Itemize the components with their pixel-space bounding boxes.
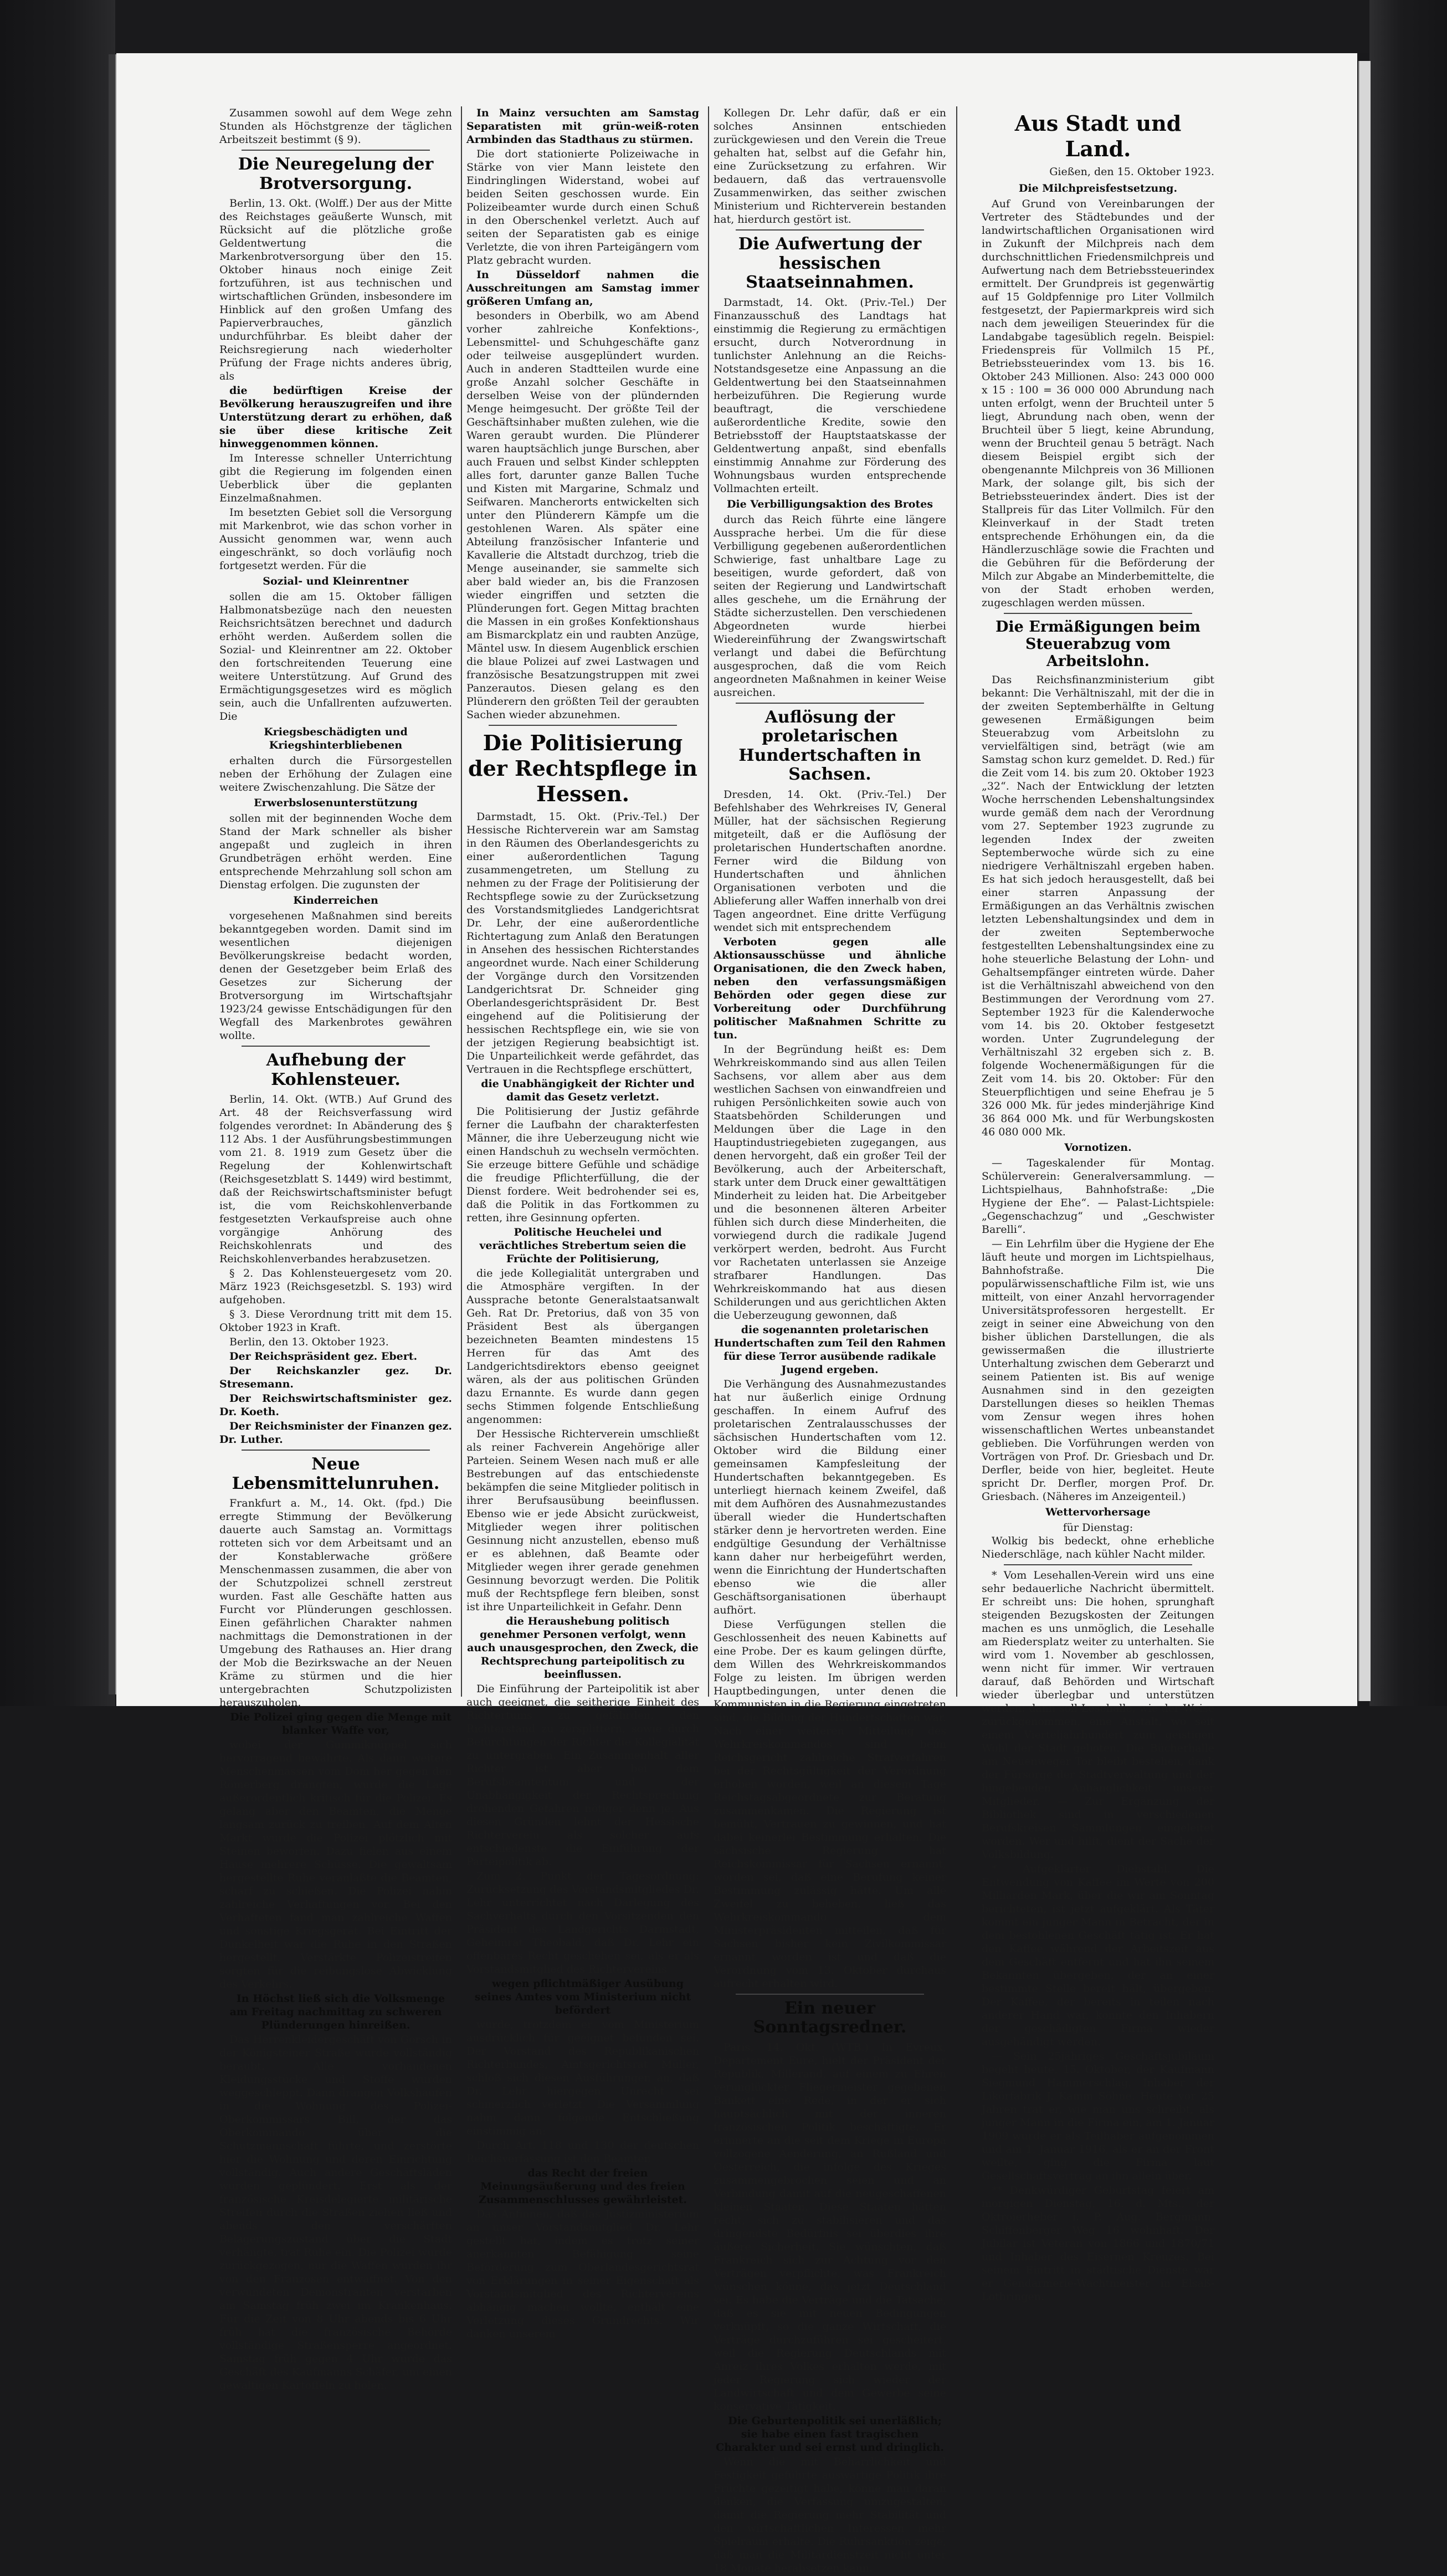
book-cover-edge-right	[1358, 61, 1371, 1701]
dateline: Gießen, den 15. Oktober 1923.	[1049, 166, 1214, 178]
article-bold-text: das Recht der freien Meinungsäußerung und des freien Zusammenschlusses gewährleistet.	[478, 2167, 687, 2206]
column-3	[714, 106, 946, 2576]
column-1	[219, 106, 452, 2393]
article-paragraph: Das Herrenkleidergeschäft von Gorsch in der Königsteiner Straße wurde vollständig beraubt. Alle vorhandenen Kleidungsstücke und Stoffe wurden weggeschleppt. Dann drangen Volkshaufen in die Wohnung des Polizei-Oberkommissars Bill, der das Oberkommando über die Schutzmannschaft führte, und zerstörte hier die Wohnung und deren Einrichtung vollständig. Auch andere Geschäftsläden wurden geplündert. Erst als der französische Kreisdelegierte militärische Streifen durch die Straßen ziehen ließ und abends den verschärften Belagerungszustand über die Stadt verhängte, trat Ruhe ein. Die Polizei wurde zurückgezogen, nur die Waffen wurden ihr von den Franzosen entwaffnet. Von den verwundeten Demonstranten verstarben am Samstag früh zwei im Krankenhaus. Für die Zeit von 8 Uhr abends bis 6 Uhr früh hat die französische Behörde vollständige Straßensperre angeordnet. Samstag früh gegen 4 Uhr wurde das Geschäft des Kaufmanns Schäfer, um einen gewaltigen Kartoffeln zu holen.	[219, 2034, 452, 2391]
signature-line: Der Reichskanzler gez. Dr. Stresemann.	[219, 1365, 452, 1390]
divider	[489, 725, 677, 726]
column-2	[466, 106, 699, 2342]
signature-line: Der Reichspräsident gez. Ebert.	[229, 1350, 418, 1363]
article-bold-text: In Mainz versuchten am Samstag Separatisten mit grün-weiß-roten Armbinden das Stadthaus zu stürmen.	[466, 107, 699, 146]
article-bold-text: In Düsseldorf nahmen die Ausschreitungen am Samstag immer größeren Umfang an,	[466, 269, 699, 308]
book-binding-left	[0, 0, 115, 1706]
book-cover-edge-left	[109, 54, 116, 1694]
article-paragraph: Die dort stationierte Polizeiwache in Stärke von vier Mann leistete den Eindringlingen Widerstand, wobei auf beiden Seiten geschossen wurde. Ein Polizeibeamter wurde durch einen Schuß in den Oberschenkel verletzt. Auch auf seiten der Separatisten gab es einige Verletzte, die von ihren Parteigängern vom Platz gebracht wurden.	[466, 148, 699, 267]
notice-paragraph: — Sein 25jähriges Geschäftsjubiläum begeht heute, 15. Oktober, der Kaufmann Siegmund Hammerschlag, Inhaber der Likörfabrik J. Kamm Söhne. Heute vor 25 Jahren trat er, wie man uns schreibt, als junger Mann in die Firma ein, am 1. Januar 1909 wurde er als Teilhaber aufgenommen und am 1. Januar 1916, als er an der Front weilte, ging die Firma laut Gesellschaftsvertrag an ihn allein über.	[982, 2050, 1214, 2183]
headline-sonntagsredner: Ein neuer Sonntagsredner.	[753, 1998, 907, 2037]
article-paragraph: Kollegen Dr. Lehr dafür, daß er ein solches Ansinnen entschieden zurückgewiesen und den Verein die Treue gehalten hat, selbst auf die Gefahr hin, eine Zurücksetzung zu erfahren. Wir bedauern, daß das vertrauensvolle Zusammenwirken, das seither zwischen Ministerium und Richterverein bestanden hat, hierdurch gestört ist.	[714, 107, 946, 226]
headline-staatseinnahmen: Die Aufwertung der hessischen Staatseinnahmen.	[738, 234, 922, 292]
headline-lebensmittelunruhen: Neue Lebensmittelunruhen.	[232, 1455, 440, 1493]
article-paragraph: Im besetzten Gebiet soll die Versorgung mit Markenbrot, wie das schon vorher in Aussicht genommen war, wenn auch eingeschränkt, so doch vorläufig noch fortgesetzt werden. Für die	[219, 506, 452, 572]
signature-line: Berlin, den 13. Oktober 1923.	[229, 1336, 389, 1348]
weather-text: Wolkig bis bedeckt, ohne erhebliche Niederschläge, nach kühler Nacht milder.	[982, 1535, 1214, 1561]
intro-text: Zusammen sowohl auf dem Wege zehn Stunden als Höchstgrenze der täglichen Arbeitszeit bestimmt (§ 9).	[219, 107, 452, 146]
subheading-vornotizen: Vornotizen.	[1064, 1141, 1132, 1154]
article-paragraph: Darmstadt, 14. Okt. (Priv.-Tel.) Der Finanzausschuß des Landtags hat einstimmig die Regierung zu ermächtigen ersucht, durch Notverordnung in tunlichster Anlehnung an die Reichs-Notstandsgesetze eine Anpassung an die Geldentwertung bei den Staatseinnahmen herbeizuführen. Die Regierung wurde beauftragt, die verschiedene außerordentliche Kredite, sowie den Betriebsstoff der Hauptstaatskasse der Geldentwertung anpaßt, sind ebenfalls einstimmig Annahme zur Förderung des Wohnungsbaus wurden entsprechende Vollmachten erteilt.	[714, 296, 946, 495]
article-paragraph: Dresden, 14. Okt. (Priv.-Tel.) Der Befehlshaber des Wehrkreises IV, General Müller, hat der sächsischen Regierung mitgeteilt, daß er die Auflösung der proletarischen Hundertschaften anordne. Ferner wird die Bildung von Hundertschaften und ähnlichen Organisationen verboten und die Ablieferung aller Waffen innerhalb von drei Tagen angeordnet. Eine dritte Verfügung wendet sich mit entsprechendem	[714, 788, 946, 934]
article-paragraph: Im Interesse schneller Unterrichtung gibt die Regierung im folgenden einen Ueberblick über die geplanten Einzelmaßnahmen.	[219, 452, 452, 504]
article-paragraph: Auf Grund von Vereinbarungen der Vertreter des Städtebundes und der landwirtschaftlichen Organisationen wird in Zukunft der Milchpreis nach dem durchschnittlichen Friedensmilchpreis und Aufwertung nach dem Betriebssteuerindex ermittelt. Der Grundpreis ist gegenwärtig auf 15 Goldpfennige pro Liter Vollmilch festgesetzt, der Papiermarkpreis wird sich nach dem jeweiligen Steuerindex für die Landabgabe tagesüblich regeln. Beispiel: Friedenspreis für Vollmilch 15 Pf., Betriebssteuerindex vom 13. bis 16. Oktober 243 Millionen. Also: 243 000 000 x 15 : 100 = 36 000 000 Abrundung nach unten erfolgt, wenn der Bruchteil unter 5 liegt, Abrundung nach oben, wenn der Bruchteil über 5 liegt, keine Abrundung, wenn der Bruchteil genau 5 beträgt. Nach diesem Beispiel ergibt sich der obengenannte Milchpreis von 36 Millionen Mark, der solange gilt, bis sich der Betriebssteuerindex ändert. Dies ist der Stallpreis für das Liter Vollmilch. Für den Kleinverkauf in der Stadt treten entsprechende Erhöhungen ein, da die Händlerzuschläge sowie die Frachten und die Gebühren für die Beförderung der Milch zur Abgabe an Minderbemittelte, die von der Stadt erhoben werden, zugeschlagen werden müssen.	[982, 198, 1214, 609]
article-paragraph: § 3. Diese Verordnung tritt mit dem 15. Oktober 1923 in Kraft.	[219, 1308, 452, 1334]
scan-top-border	[0, 0, 1447, 53]
subheading-kinderreiche: Kinderreichen	[293, 894, 378, 907]
headline-politisierung: Die Politisierung der Rechtspflege in Hessen.	[468, 730, 697, 806]
notice-paragraph: — Tageskalender für Montag. Schülerverein: Generalversammlung. — Lichtspielhaus, Bahnhofstraße: „Die Hygiene der Ehe“. — Palast-Lichtspiele: „Gegenschachzug“ und „Geschwister Barelli“.	[982, 1157, 1214, 1236]
divider	[736, 229, 924, 231]
notice-paragraph: * Vom Lesehallen-Verein wird uns eine sehr bedauerliche Nachricht übermittelt. Er schreibt uns: Die hohen, sprunghaft steigenden Bezugskosten der Zeitungen machen es uns unmöglich, die Lesehalle am Riedersplatz weiter zu unterhalten. Sie wird vom 1. November ab geschlossen, wenn nicht für immer. Wir vertrauen darauf, daß Behörden und Wirtschaft wieder überlegbar und unterstützen werden: dann soll Lesehalle, wie der Weise zurückgenommen, eine Anstalt, wo seit einem Vierteljahrhundert zum geistigen Wohl der Stadt geboten. Die Bücherhalle am Neuenweger Tor bleibt bestehen, dank der Fürsorge der Stadtverwaltung und der hingebenden Anhänglichkeit unserer Mitglieder. — Zur Ergänzung der Bibliothek sind in verschiedenen Berufskreisen Sammlungen eingeleitet worden. Wer und hilft, dient der Sache der Volksbildung.	[982, 1569, 1214, 1861]
headline-steuerabzug: Die Ermäßigungen beim Steuerabzug vom Arbeitslohn.	[996, 618, 1200, 670]
article-paragraph: erhalten durch die Fürsorgestellen neben der Erhöhung der Zulagen eine weitere Zwischenzahlung. Die Sätze der	[219, 755, 452, 793]
notice-paragraph: * Aufgeklärter Diebstahl. Die Entwendung von Kaffee im Werte von 200 Milliarden Mark, über die wir am Sonntag berichteten, ist jetzt aufgeklärt. Als Täter kommt ein junger Mann in Betracht, der in dem bestohlenen Geschäft tätig ist. Er hat den Kaffee während der Arbeitszeit aus dem Geschäft entfernt und hat ihn seinem Bekannten übergeben, der an einer bestimmte Stelle bereit hält, übergeben. Der Kaffee, der bereits in teilen nach anderer Hand war, konnte den Inhabern der geschädigten Firma wieder ausgehändigt werden.	[982, 1863, 1214, 2048]
headline-brotversorgung: Die Neuregelung der Brotversorgung.	[238, 155, 434, 193]
article-paragraph: besonders in Oberbilk, wo am Abend vorher zahlreiche Konfektions-, Lebensmittel- und Schuhgeschäfte ganz oder teilweise ausgeplündert wurden. Auch in anderen Stadtteilen wurde eine große Anzahl solcher Geschäfte in derselben Weise von der plündernden Menge heimgesucht. Der größte Teil der Geschäftsinhaber mußten zulehen, wie die Waren geraubt wurden. Die Plünderer waren hauptsächlich junge Burschen, aber auch Frauen und selbst Kinder schleppten alles fort, darunter ganze Ballen Tuche und Kisten mit Margarine, Schmalz und Seifwaren. Mancherorts entwickelten sich unter den Plünderern Kämpfe um die gestohlenen Waren. Als später eine Abteilung französischer Infanterie und Kavallerie die Altstadt durchzog, trieb die Menge auseinander, sie sammelte sich aber bald wieder an, bis die Franzosen wieder eingriffen und setzten die Plünderungen fort. Gegen Mittag brachten die Massen in ein großes Konfektionshaus am Bismarckplatz ein und raubten Anzüge, Mäntel usw. In diesem Augenblick erschien die blaue Polizei auf zwei Lastwagen und französische Besatzungstruppen mit zwei Panzerautos. Diesen gelang es den Plünderern den größten Teil der geraubten Sachen wieder abzunehmen.	[466, 310, 699, 721]
article-bold-text: Die Geburtenpolitik sei unerläßlich; sie habe einen fast tragischen Charakter und sei ernst und dringlich.	[716, 2414, 944, 2454]
article-paragraph: In der Begründung heißt es: Dem Wehrkreiskommando sind aus allen Teilen Sachsens, vor allem aber aus dem westlichen Sachsen von einwandfreien und ruhigen Persönlichkeiten sowie auch von Staatsbehörden Schilderungen und Meldungen über die Lage in den Hauptindustriegebieten zugegangen, aus denen hervorgeht, daß ein großer Teil der Bevölkerung, auch der Arbeiterschaft, stark unter dem Druck einer gewalttätigen Minderheit zu leiden hat. Die Arbeitgeber und die besonnenen älteren Arbeiter fühlen sich durch diese Minderheiten, die vorwiegend durch die radikale Jugend verkörpert werden, bedroht. Aus Furcht vor Rachetaten unterlassen sie Anzeige strafbarer Handlungen. Das Wehrkreiskommando hat aus diesen Schilderungen und aus gerichtlichen Akten die Ueberzeugung gewonnen, daß	[714, 1043, 946, 1322]
column-rule	[461, 106, 462, 1697]
subheading-milchpreis: Die Milchpreisfestsetzung.	[1018, 182, 1178, 194]
divider	[242, 1450, 430, 1451]
article-bold-text: Die Polizei ging gegen die Menge mit blanker Waffe vor,	[230, 1711, 451, 1737]
article-paragraph: wurde, trotzdem er vom Ministerium ausdrücklich für geeignet befunden sei. Der Vorstand des Republikanischen Richterbundes, Amtsgerichtsrat Müller, schloß sich diesen Ausführungen an, daß Dr. Lehr hiergegen Unrecht sei schmerzlich verletzt. Die Versammlung nahm dann folgende Entschließung einstimmig an:	[466, 2019, 699, 2137]
headline-hundertschaften: Auflösung der proletarischen Hundertschaften in Sachsen.	[738, 707, 921, 784]
article-paragraph: Berlin, 13. Okt. (Wolff.) Der aus der Mitte des Reichstages geäußerte Wunsch, mit Rücksicht auf die plötzliche große Geldentwertung die Markenbrotversorgung über den 15. Oktober hinaus noch einige Zeit fortzuführen, ist aus technischen und wirtschaftlichen Gründen, insbesondere im Hinblick auf den großen Umfang des Papierverbrauches, gänzlich undurchführbar. Es bleibt daher der Reichsregierung nach wiederholter Prüfung der Frage nichts anderes übrig, als	[219, 197, 452, 382]
weather-day: für Dienstag:	[1063, 1522, 1133, 1534]
divider	[1004, 1564, 1192, 1565]
article-paragraph: Frankfurt a. M., 14. Okt. (fpd.) Die erregte Stimmung der Bevölkerung dauerte auch Samstag an. Vormittags rotteten sich vor dem Arbeitsamt und an der Konstablerwache größere Menschenmassen zusammen, die aber von der Schutzpolizei schnell zerstreut wurden. Fast alle Geschäfte hatten aus Furcht vor Plünderungen geschlossen. Einen gefährlichen Charakter nahmen nachmittags die Demonstrationen in der Umgebung des Rathauses an. Hier drang der Mob die Bezirkswache an der Neuen Kräme zu stürmen und die hier untergebrachten Schutzpolizisten herauszuholen.	[219, 1497, 452, 1709]
article-paragraph: Wenn die mit Beharrlichkeit und Festigkeit geführte auswärtige Politik ihre Früchte gezeitigt habe, könne man daran denken, die Verfassung umzugestalten, damit die Regierung mehr Stabilität und den wirtschaftlichen Interessen mehr Spielraum erhalte. Die Ruhrsanktion zeige, daß man die Militärdienstzeit nicht unter 18 Monate herabsetzen kann.	[714, 2455, 946, 2574]
article-bold-text: In Höchst ließ sich die Volksmenge am Freitag nachmittag zu schweren Plünderungen hinreißen.	[229, 1993, 445, 2031]
article-paragraph: Durch Art. 118 und 130 der deutschen Reichsverfassung ist den Beamten	[466, 2139, 699, 2165]
scan-right-border	[1369, 0, 1447, 1706]
article-paragraph: Die Verhängung des Ausnahmezustandes hat nur äußerlich einige Ordnung geschaffen. In einem Aufruf des proletarischen Zentralausschusses der sächsischen Hundertschaften vom 12. Oktober wird die Bildung einer gemeinsamen Kampfesleitung der Hundertschaften bekanntgegeben. Es unterliegt hiernach keinem Zweifel, daß mit dem Aufhören des Ausnahmezustandes überall wieder die Hundertschaften stärker denn je hervortreten werden. Eine endgültige Gesundung der Verhältnisse kann daher nur herbeigeführt werden, wenn die Einrichtung der Hundertschaften ebenso wie die aller Geschäftsorganisationen überhaupt aufhört.	[714, 1377, 946, 1616]
subheading-sozialrentner: Sozial- und Kleinrentner	[263, 575, 409, 587]
article-paragraph: Berlin, 14. Okt. (WTB.) Auf Grund des Art. 48 der Reichsverfassung wird folgendes verordnet: In Abänderung des § 112 Abs. 1 der Ausführungsbestimmungen vom 21. 8. 1919 zum Gesetz über die Regelung der Kohlenwirtschaft (Reichsgesetzblatt S. 1449) wird bestimmt, daß der Reichswirtschaftsminister befugt ist, die vom Reichskohlenverbande festgesetzten Verkaufspreise auch ohne vorgängige Anhörung des Reichskohlenrats und des Reichskohlenverbandes herabzusetzen.	[219, 1093, 452, 1265]
article-paragraph: sollen mit der beginnenden Woche dem Stand der Mark schneller als bisher angepaßt und zugleich in ihren Grundbeträgen erhöht werden. Eine entsprechende Mehrzahlung soll schon am Dienstag erfolgen. Die zugunsten der	[219, 812, 452, 891]
notice-paragraph: — Ein Lehrfilm über die Hygiene der Ehe läuft heute und morgen im Lichtspielhaus, Bahnhofstraße. Die populärwissenschaftliche Film ist, wie uns mitteilt, von einer Anzahl hervorragender Universitätsprofessoren hergestellt. Er zeigt in seiner eine Abweichung von den bisher üblichen Darstellungen, die als gewissermaßen die illustrierte Unterhaltung zwischen dem Geberarzt und seinem Patienten ist. Bis auf wenige Ausnahmen sind in den gezeigten Darstellungen dieses so heiklen Themas vom Zensur wegen ihres hohen wissenschaftlichen Wertes unbeanstandet geblieben. Die Vorführungen werden von Vorträgen von Prof. Dr. Griesbach und Dr. Derfler, beide von hier, begleitet. Heute spricht Dr. Derfler, morgen Prof. Dr. Griesbach. (Näheres im Anzeigenteil.)	[982, 1238, 1214, 1503]
column-rule	[708, 106, 709, 1697]
subheading-erwerbslose: Erwerbslosenunterstützung	[254, 797, 418, 809]
headline-stadt-und-land: Aus Stadt und Land.	[1014, 111, 1182, 161]
article-bold-text: die sogenannten proletarischen Hundertschaften zum Teil den Rahmen für diese Terror ausübende radikale Jugend ergeben.	[714, 1323, 946, 1376]
article-bold-text: die Heraushebung politisch genehmer Personen verfolgt, wenn auch unausgesprochen, den Zweck, die Rechtsprechung parteipolitisch zu beeinflussen.	[467, 1615, 699, 1681]
subheading-wettervoraussage: Wettervorhersage	[1045, 1506, 1151, 1519]
article-paragraph: Darmstadt, 15. Okt. (Priv.-Tel.) Der Hessische Richterverein war am Samstag in den Räumen des Oberlandesgerichts zu einer außerordentlichen Tagung zusammengetreten, um Stellung zu nehmen zu der Frage der Politisierung der Rechtspflege sowie zu der Zurücksetzung des Vorstandsmitgliedes Landgerichtsrat Dr. Lehr, der eine außerordentliche Richtertagung zum Anlaß den Beratungen in Ansehen des hessischen Richterstandes angeordnet wurde. Nach einer Schilderung der Vorgänge durch den Vorsitzenden Landgerichtsrat Dr. Schneider ging Oberlandesgerichtspräsident Dr. Best eingehend auf die Politisierung der hessischen Rechtspflege ein, wie sie von der jetzigen Regierung beabsichtigt ist. Die Unparteilichkeit werde gefährdet, das Vertrauen in die Rechtspflege erschüttert,	[466, 811, 699, 1076]
article-paragraph: sollen die am 15. Oktober fälligen Halbmonatsbezüge nach den neuesten Reichsrichtsätzen berechnet und dadurch erhöht werden. Außerdem sollen die Sozial- und Kleinrentner am 22. Oktober den fortschreitenden Teuerung eine weitere Unterstützung. Auf Grund des Ermächtigungsgesetzes wird es möglich sein, auch die Unfallrenten aufzuwerten. Die	[219, 591, 452, 723]
divider	[1004, 613, 1192, 614]
column-4	[982, 106, 1214, 2304]
article-paragraph: Paris, 14. Okt. (WTB.) In Evreux, Departement Eure, hielt der Präsident der Republik, Millerand, auf einem zu Ehren verunglückter Fliegermeister gegebenen Bankett eine Rede, in der er sich hauptsächlich mit der inneren französischen Politik beschäftigte. Er erinnerte an die seit dem Kriege in Europa vollzogene Aenderung, an Rußland und Oesterreich, die infolge des Krieges zusammengebrochen seien und an Verbindung damit auf die neugeschaffenen kleinen Staaten. Diese Staaten hätten recht, sich zu stabilisieren und das dringendste Bedürfnis sei überdies ihre äußere Sicherheit. Sie wünschten, daß Frankreich sich zur Achtung vor den Verträgen verpflichte, was Frankreich wünschen könne, das jetzt Deutschland sei. Es habe die Verträge und die Tatsache, daß es sie mit neuen Bedingungen verknüpft, so die ganze Wirtschaft, die Verträge durchzuführen sei gescheitert, weil die Regierung Deutschlands mit Anreiz ihres Volkes erhalten werde, mit jeder Regierung sich wieder der Landwirtschaft und dem Gewerbe seine konservative Tätigkeit.	[714, 2041, 946, 2413]
article-paragraph: Das Reichsfinanzministerium gibt bekannt: Die Verhältniszahl, mit der die in der zweiten Septemberhälfte in Geltung gewesenen Ermäßigungen beim Steuerabzug vom Arbeitslohn zu vervielfältigen sind, beträgt (wie am Samstag schon kurz gemeldet. D. Red.) für die Zeit vom 14. bis zum 20. Oktober 1923 „32“. Nach der Entwicklung der letzten Woche herrschenden Lebenshaltungsindex wurde gemäß dem nach der Verordnung vom 27. September 1923 zugrunde zu legenden Index der zweiten Septemberwoche würde sich zu eine niedrigere Verhältniszahl ergeben haben. Es hat sich jedoch herausgestellt, daß bei einer starren Anpassung der Ermäßigungen an das Verhältnis zwischen letzten Lebenshaltungsindex und dem in der zweiten Septemberwoche festgestellten Lebenshaltungsindex eine zu hohe steuerliche Belastung der Lohn- und Gehaltsempfänger eintreten würde. Daher ist die Verhältniszahl abweichend von den Bestimmungen der Verordnung vom 27. September 1923 für die Kalenderwoche vom 14. bis 20. Oktober festgesetzt worden. Unter Zugrundelegung der Verhältniszahl 32 ergeben sich z. B. folgende Wochenermäßigungen für die Zeit vom 14. bis 20. Oktober: Für den Steuerpflichtigen und seine Ehefrau je 5 326 000 Mk. für jedes minderjährige Kind 36 864 000 Mk. und für Werbungskosten 46 080 000 Mk.	[982, 674, 1214, 1139]
article-bold-text: die bedürftigen Kreise der Bevölkerung herauszugreifen und ihre Unterstützung derart zu erhöhen, daß sie über diese kritische Zeit hinweggenommen können.	[219, 385, 452, 450]
article-bold-text: Verboten gegen alle Aktionsausschüsse und ähnliche Organisationen, die den Zweck haben, neben den verfassungsmäßigen Behörden oder gegen diese zur Vorbereitung oder Durchführung politischer Maßnahmen Schritte zu tun.	[714, 935, 946, 1041]
article-bold-text: die Unabhängigkeit der Richter und damit das Gesetz verletzt.	[481, 1078, 695, 1103]
article-bold-text: Politische Heuchelei und verächtliches Strebertum seien die Früchte der Politisierung,	[479, 1226, 686, 1265]
article-paragraph: die jede Kollegialität untergraben und die Atmosphäre vergiften. In der Aussprache betonte Generalstaatsanwalt Geh. Rat Dr. Pretorius, daß von 35 von Präsident Best als übergangen bezeichneten Beamten mindestens 15 Herren für das Amt des Landgerichtsdirektors ebenso geeignet wären, als der aus politischen Gründen dazu Ernannte. Es wurde dann gegen sechs Stimmen folgende Entschließung angenommen:	[466, 1267, 699, 1426]
column-rule	[956, 106, 957, 1697]
article-paragraph: vorgesehenen Maßnahmen sind bereits bekanntgegeben worden. Damit sind im wesentlichen diejenigen Bevölkerungskreise bedacht worden, denen der Gesetzgeber beim Erlaß des Gesetzes zur Sicherung der Brotversorgung im Wirtschaftsjahr 1923/24 gewisse Entschädigungen für den Wegfall des Markenbrotes gewähren wollte.	[219, 910, 452, 1042]
signature-line: Der Reichswirtschaftsminister gez. Dr. Koeth.	[219, 1392, 452, 1418]
notice-paragraph: ** Denkwürdiger Geburtstag feiert am morgigen Dienstag, 16. d. Mts., der Oktroierheber i. P. Aug. Bergmann, Schiffenberger Weg 16 wohnhaft. Der Jubilar ist Veteran von 1866 und 1870/71 und Inhaber des Eisernen Kreuzes. Bei seinem Eintritt in städtische Dienste war er Gendarmerie-Wachtmeister in Elsaß-Lothringen.	[982, 2184, 1214, 2303]
article-paragraph: Zum 2. Punkt der Tagesordnung: Zurücksetzung des Vorstandsmitgliedes Dr. Lehr unterrichtet nach Darlegung des Sachverhalts durch den Vorsitzenden den Präsident des Landgerichts Darmstadt, Geheimrat Theobald, daß Dr. Lehr ein offenbares Recht geschehen sei, als er als Vorstandsmitglied des Richtervereins	[466, 1870, 699, 1975]
article-paragraph: Diese Verfügungen stellen die Geschlossenheit des neuen Kabinetts auf eine Probe. Der es kaum gelingen dürfte, dem Willen des Wehrkreiskommandos Folge zu leisten. Im übrigen werden Hauptbedingungen, unter denen die Kommunisten in die Regierung eingetreten sind, die Bildung der Hundertschaften war. Nach einer weiteren Mitteilung des Wehrkreiskommandos sind beim Reichsgericht zahlreiche Strafverfahren bei der Rechtsgültigkeit der Verordnung erhoben worden, weil an diesem Tage Reichstagsabgeordnete zur Beratung zusammenkamen. Die Regierung ist bemüht, Vertrauen zu gewinnen, und hat dabei keinerlei Bestimmung erhalten. Die sächsische Regierung hat Reichskommissar für Sachsen ernannt, worden sei, daß eine Berufung keiner Bestimmung zulässig hätte. Um alle Zweifel zu beheben, ließ das Wehrkreiskommando dem Ministerpräsidenten mitteilen, daß für Sachsen bisher kein Zivilkommissar ernannt worden ist und daß die Verordnung vom 13. Oktober durchaus aufrecht erhalten wird.	[714, 1618, 946, 1990]
article-paragraph: Die Politisierung der Justiz gefährde ferner die Laufbahn der charakterfesten Männer, die ihre Ueberzeugung nicht wie einen Handschuh zu wechseln vermöchten. Sie erzeuge bittere Gefühle und schädige die freudige Pflichterfüllung, die der Dienst fordere. Weit bedrohender sei es, daß die Politik in das Fortkommen zu retten, ihre Gesinnung opferten.	[466, 1105, 699, 1224]
divider	[242, 1046, 430, 1047]
subheading-brotverbilligung: Die Verbilligungsaktion des Brotes	[726, 498, 933, 510]
article-bold-text: wegen pflichtmäßiger Ausübung seines Amtes vom Ministerium nicht befördert	[474, 1978, 691, 2016]
newspaper-page	[116, 53, 1357, 2574]
article-paragraph: Der Hessische Richterverein umschließt als reiner Fachverein Angehörige aller Parteien. Seinem Wesen nach muß er alle Bestrebungen auf das entschiedenste bekämpfen die seine Mitglieder politisch in ihrer Berufsausübung beeinflussen. Ebenso wie er jede Absicht zurückweist, Mitglieder wegen ihrer politischen Gesinnung nicht anzustellen, ebenso muß er es ablehnen, daß Beamte oder Mitglieder wegen ihrer gerade genehmen Gesinnung bevorzugt werden. Die Politik muß der Rechtspflege fern bleiben, sonst ist ihre Unparteilichkeit in Gefahr. Denn	[466, 1428, 699, 1613]
article-paragraph: wobei der Gummiknüppel sich hervorragend bewährte. Als dann weitere Menschenmassen vom Dom her gegen den Römerberg drängten, wurde die Lage außerordentlich kritisch für die Polizei. Es gelang aber den Beamten, die Menge langsam zurück zu treiben. Auf dem Alten Markt wurde die Polizei plötzlich mit Steinen beworfen. Dazu fielen aus einem Hause mehrere Schüsse. Die gewaltsam hergestellte Ruhe veranlaßte die Beamten, scharf zu schießen. Die Polizei nahm zahlreiche Verhaftungen vor. Bei den Verhafteten fand man zahlreiche Waffen und sonstige Kriegsgerät. Bei Eintritt der Dunkelheit war die Ruhe in den Straßen hergestellt. Verstärkte Polizeistreifen sorgten für die reibungslose Abwicklung des Verkehrs.	[219, 1739, 452, 1990]
subheading-kriegsbeschaedigte: Kriegsbeschädigten und Kriegshinterbliebenen	[264, 726, 408, 751]
article-paragraph: Das Anfinnen, daß das Justizministerium an unser Vorstandsmitglied Dr. Lehr gestellt hat, indem es trotz seiner anerkannten Befähigung seine Beförderung zum Oberlandesgerichtsrat von Erklärungen in seiner Eigenschaft als Vorstandsmitglied des Richtervereins abhängig machen wollte, enthält eine Verletzung dieses Grundrechts. Wir danken unserem	[466, 2208, 699, 2340]
headline-kohlensteuer: Aufhebung der Kohlensteuer.	[266, 1051, 406, 1089]
divider	[736, 703, 924, 704]
article-paragraph: durch das Reich führte eine längere Aussprache herbei. Um die für diese Verbilligung gegebenen außerordentlichen Schwierige, fast unhaltbare Lage zu beseitigen, wurde gefordert, daß von seiten der Regierung und Landwirtschaft alles geschehe, um die Ernährung der Städte sicherzustellen. Den verschiedenen Abgeordneten wurde hierbei Wiedereinführung der Zwangswirtschaft verlangt und dabei die Befürchtung ausgesprochen, daß die vom Reich angeordneten Maßnahmen in keiner Weise ausreichen.	[714, 513, 946, 699]
article-paragraph: Die Einführung der Parteipolitik ist aber auch geeignet, die seitherige Einheit des Richtertums zu gefährden, den Richterstand zu zersplittern, sowie durch Befürchtungen der Richter die Kollegialität zu untergraben. Ein Zusammenhalt aller Richter ist aber bei dem Berufsbeamtentum und der Unabhängigkeit der Rechtsprechung drohenden Gefahren nötiger denn je. Aus diesen Gründen lehnt der Hessische Richterverein als solcher aufs entschiedenste die Einführung der Parteipolitik ab.	[466, 1683, 699, 1868]
article-paragraph: § 2. Das Kohlensteuergesetz vom 20. März 1923 (Reichsgesetzbl. S. 193) wird aufgehoben.	[219, 1267, 452, 1306]
divider	[736, 1994, 924, 1995]
signature-line: Der Reichsminister der Finanzen gez. Dr. Luther.	[219, 1420, 452, 1446]
divider	[242, 150, 430, 151]
